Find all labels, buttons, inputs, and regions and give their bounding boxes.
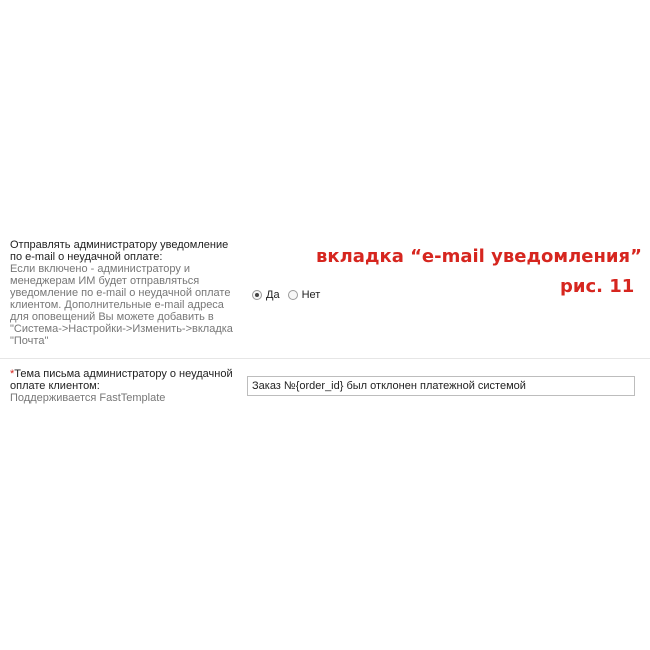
subject-hint: Поддерживается FastTemplate xyxy=(10,392,166,404)
setting-row-notify-admin xyxy=(0,230,650,358)
radio-option-no[interactable] xyxy=(288,289,321,301)
radio-no[interactable] xyxy=(288,290,298,300)
required-mark: * xyxy=(10,368,15,380)
setting-label xyxy=(10,239,238,347)
email-subject-input[interactable] xyxy=(247,376,635,396)
radio-option-yes[interactable] xyxy=(252,289,280,301)
notify-radio-group xyxy=(252,289,328,301)
subject-label-text: Тема письма администратору о неудачной оплате клиентом: xyxy=(10,368,233,392)
subject-label xyxy=(10,368,240,404)
radio-yes-label: Да xyxy=(266,289,280,301)
radio-yes[interactable] xyxy=(252,290,262,300)
setting-label-text: Отправлять администратору уведомление по e-mail о неудачной оплате: xyxy=(10,239,229,263)
radio-no-label: Нет xyxy=(301,289,321,301)
annotation-figure-label: рис. 11 xyxy=(560,276,635,297)
setting-row-email-subject xyxy=(0,358,650,410)
annotation-title: вкладка “e-mail уведомления” xyxy=(316,246,642,267)
setting-hint: Если включено - администратору и менеджерам ИМ будет отправляться уведомление по e-mail о неудачной оплате клиентом. Дополнительные e-mail адреса для оповещений Вы можете добавить в "Система->Настройки->Изменить->вкладка "Почта" xyxy=(10,263,233,347)
